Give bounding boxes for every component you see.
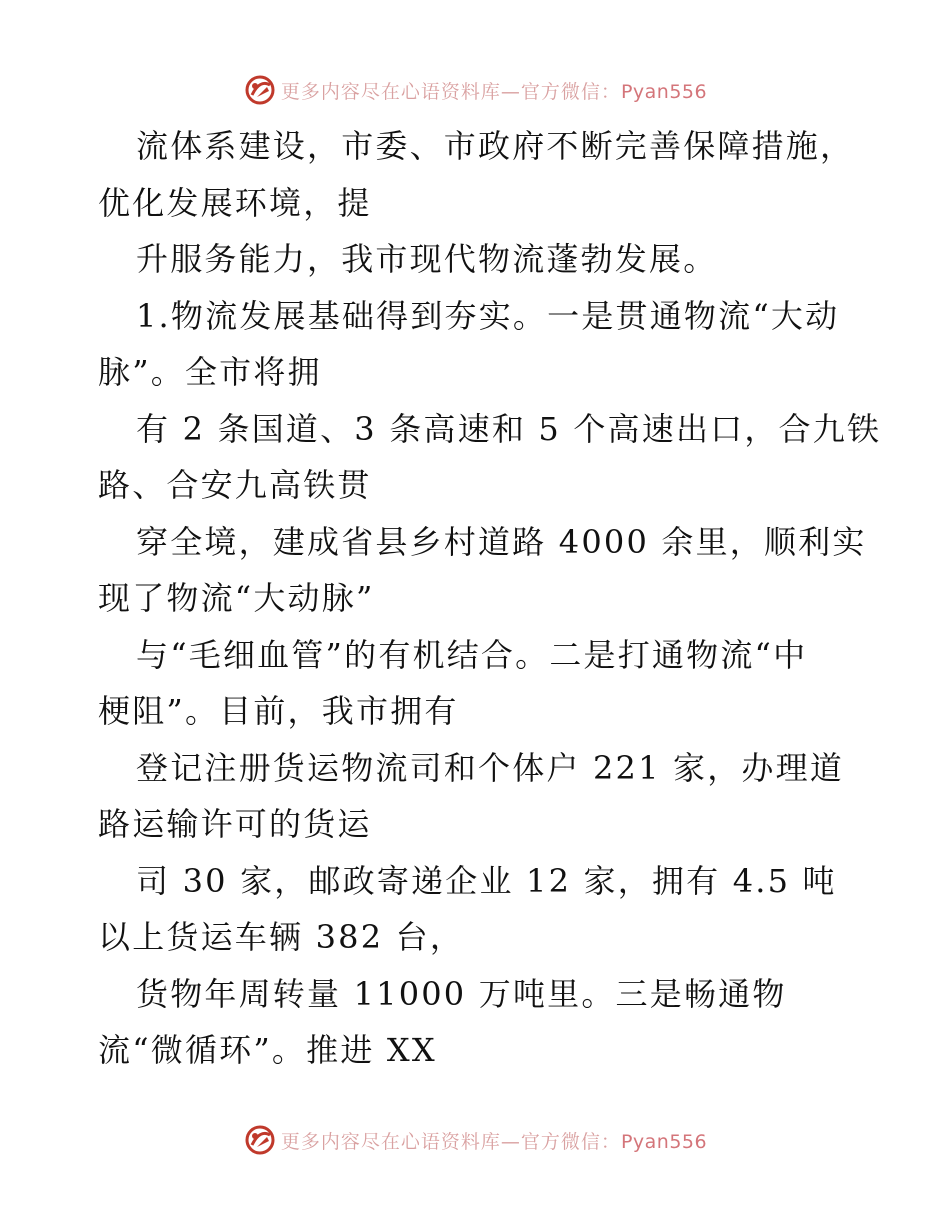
paragraph-line: 优化发展环境，提 bbox=[98, 183, 372, 222]
banner-text bbox=[281, 77, 707, 104]
banner-separator: — bbox=[500, 80, 521, 103]
footer-banner bbox=[0, 1120, 950, 1160]
paragraph bbox=[98, 627, 858, 740]
document-body bbox=[98, 118, 882, 1079]
paragraph-line: 脉”。全市将拥 bbox=[98, 353, 322, 391]
paragraph-line: 穿全境，建成省县乡村道路 4000 余里，顺利实 bbox=[136, 522, 867, 561]
paragraph-line: 现了物流“大动脉” bbox=[98, 579, 375, 617]
paragraph-line: 路、合安九高铁贯 bbox=[98, 466, 372, 504]
paragraph-line: 流“微循环”。推进 XX bbox=[98, 1031, 437, 1069]
banner-wechat-label: 官方微信： bbox=[520, 1130, 621, 1153]
paragraph bbox=[98, 288, 858, 401]
header-banner bbox=[0, 70, 950, 110]
paragraph-line: 升服务能力，我市现代物流蓬勃发展。 bbox=[136, 240, 718, 278]
paragraph-line: 司 30 家，邮政寄递企业 12 家，拥有 4.5 吨 bbox=[136, 861, 837, 900]
paragraph-line: 登记注册货运物流司和个体户 221 家，办理道 bbox=[136, 748, 845, 787]
paragraph-line: 梗阻”。目前，我市拥有 bbox=[98, 692, 459, 730]
banner-wechat-id: Pyan556 bbox=[620, 80, 708, 103]
paragraph bbox=[98, 740, 858, 853]
paragraph-line: 1.物流发展基础得到夯实。一是贯通物流“大动 bbox=[136, 296, 840, 335]
brand-logo-icon bbox=[243, 1123, 277, 1157]
paragraph-line: 货物年周转量 11000 万吨里。三是畅通物 bbox=[136, 974, 787, 1013]
paragraph bbox=[98, 966, 858, 1079]
banner-brand: 更多内容尽在心语资料库 bbox=[280, 1130, 501, 1153]
paragraph-line: 路运输许可的货运 bbox=[98, 805, 372, 843]
brand-logo-icon bbox=[243, 73, 277, 107]
paragraph-line: 流体系建设，市委、市政府不断完善保障措施， bbox=[136, 127, 855, 165]
paragraph bbox=[98, 853, 858, 966]
banner-brand: 更多内容尽在心语资料库 bbox=[280, 80, 501, 103]
banner-wechat-id: Pyan556 bbox=[620, 1130, 708, 1153]
paragraph bbox=[98, 401, 882, 514]
banner-text bbox=[281, 1127, 707, 1154]
paragraph bbox=[98, 231, 858, 288]
banner-separator: — bbox=[500, 1130, 521, 1153]
paragraph-line: 与“毛细血管”的有机结合。二是打通物流“中 bbox=[136, 635, 808, 674]
banner-wechat-label: 官方微信： bbox=[520, 80, 621, 103]
paragraph-line: 以上货运车辆 382 台， bbox=[98, 918, 465, 956]
paragraph bbox=[98, 514, 867, 627]
paragraph-line: 有 2 条国道、3 条高速和 5 个高速出口，合九铁 bbox=[136, 409, 882, 448]
paragraph bbox=[98, 118, 858, 231]
